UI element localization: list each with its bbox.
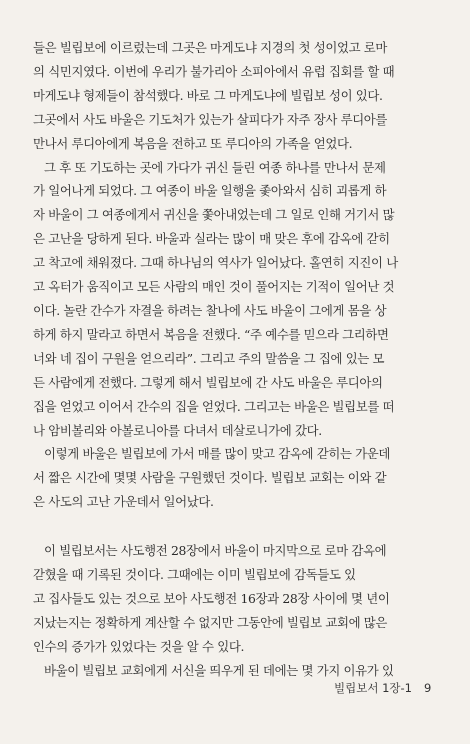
text-line: 그 후 또 기도하는 곳에 가다가 귀신 들린 여종 하나를 만나서 문제 [44,159,386,175]
text-line: 갇혔을 때 기록된 것이다. 그때에는 이미 빌립보에 감독들도 있 [33,567,356,583]
text-line: 인수의 증가가 있었다는 것을 알 수 있다. [33,638,245,654]
text-line: 자 바울이 그 여종에게서 귀신을 쫓아내었는데 그 일로 인해 거기서 많 [33,207,395,223]
text-line: 고 착고에 채워졌다. 그때 하나님의 역사가 일어났다. 홀연히 지진이 나 [33,255,398,271]
text-line: 들은 빌립보에 이르렀는데 그곳은 마게도냐 지경의 첫 성이었고 로마 [33,40,388,55]
text-line: 고 옥터가 움직이고 모든 사람의 매인 것이 풀어지는 기적이 일어난 것 [33,279,395,295]
page-number: 9 [424,681,432,695]
text-line: 바울이 빌립보 교회에게 서신을 띄우게 된 데에는 몇 가지 이유가 있 [44,662,394,678]
text-line: 가 일어나게 되었다. 그 여종이 바울 일행을 좇아와서 심히 괴롭게 하 [33,183,387,199]
text-line: 의 식민지였다. 이번에 우리가 불가리아 소피아에서 유럽 집회를 할 때 [33,63,395,79]
text-line: 이다. 놀란 간수가 자결을 하려는 찰나에 사도 바울이 그에게 몸을 상 [33,302,387,318]
text-line: 만나서 루디아에게 복음을 전하고 또 루디아의 가족을 얻었다. [33,135,353,151]
text-line: 너와 네 집이 구원을 얻으리라”. 그리고 주의 말씀을 그 집에 있는 모 [33,350,385,366]
running-head: 빌립보서 1장-1 [334,681,412,695]
text-line: 마게도냐 형제들이 참석했다. 바로 그 마게도냐에 빌립보 성이 있다. [33,87,383,103]
text-line: 든 사람에게 전했다. 그렇게 해서 빌립보에 간 사도 바울은 루디아의 [33,374,383,390]
paragraph [33,36,443,156]
paragraph [33,539,443,659]
text-line: 하게 하지 말라고 하면서 복음을 전했다. “주 예수를 믿으라 그리하면 [33,326,389,342]
page-footer [0,676,470,700]
text-line: 나 암비볼리와 아볼로니아를 다녀서 데살로니가에 갔다. [33,422,322,438]
text-line: 이 빌립보서는 사도행전 28장에서 바울이 마지막으로 로마 감옥에 [44,543,387,559]
text-line: 지났는지는 정확하게 계산할 수 없지만 그동안에 빌립보 교회에 많은 [33,614,388,630]
paragraph [33,156,443,443]
text-line: 은 고난을 당하게 된다. 바울과 실라는 많이 매 맞은 후에 감옥에 갇히 [33,231,390,247]
body-text [33,36,443,683]
text-line: 은 사도의 고난 가운데서 일어났다. [33,494,214,510]
text-line: 이렇게 바울은 빌립보에 가서 매를 많이 맞고 감옥에 갇히는 가운데 [44,446,391,462]
text-line: 서 짧은 시간에 몇몇 사람을 구원했던 것이다. 빌립보 교회는 이와 같 [33,470,387,486]
text-line: 고 집사들도 있는 것으로 보아 사도행전 16장과 28장 사이에 몇 년이 [33,590,390,606]
text-line: 집을 얻었고 이어서 간수의 집을 얻었다. 그리고는 바울은 빌립보를 떠 [33,398,395,414]
paragraph [33,442,443,514]
text-line: 그곳에서 사도 바울은 기도처가 있는가 살피다가 자주 장사 루디아를 [33,111,388,127]
